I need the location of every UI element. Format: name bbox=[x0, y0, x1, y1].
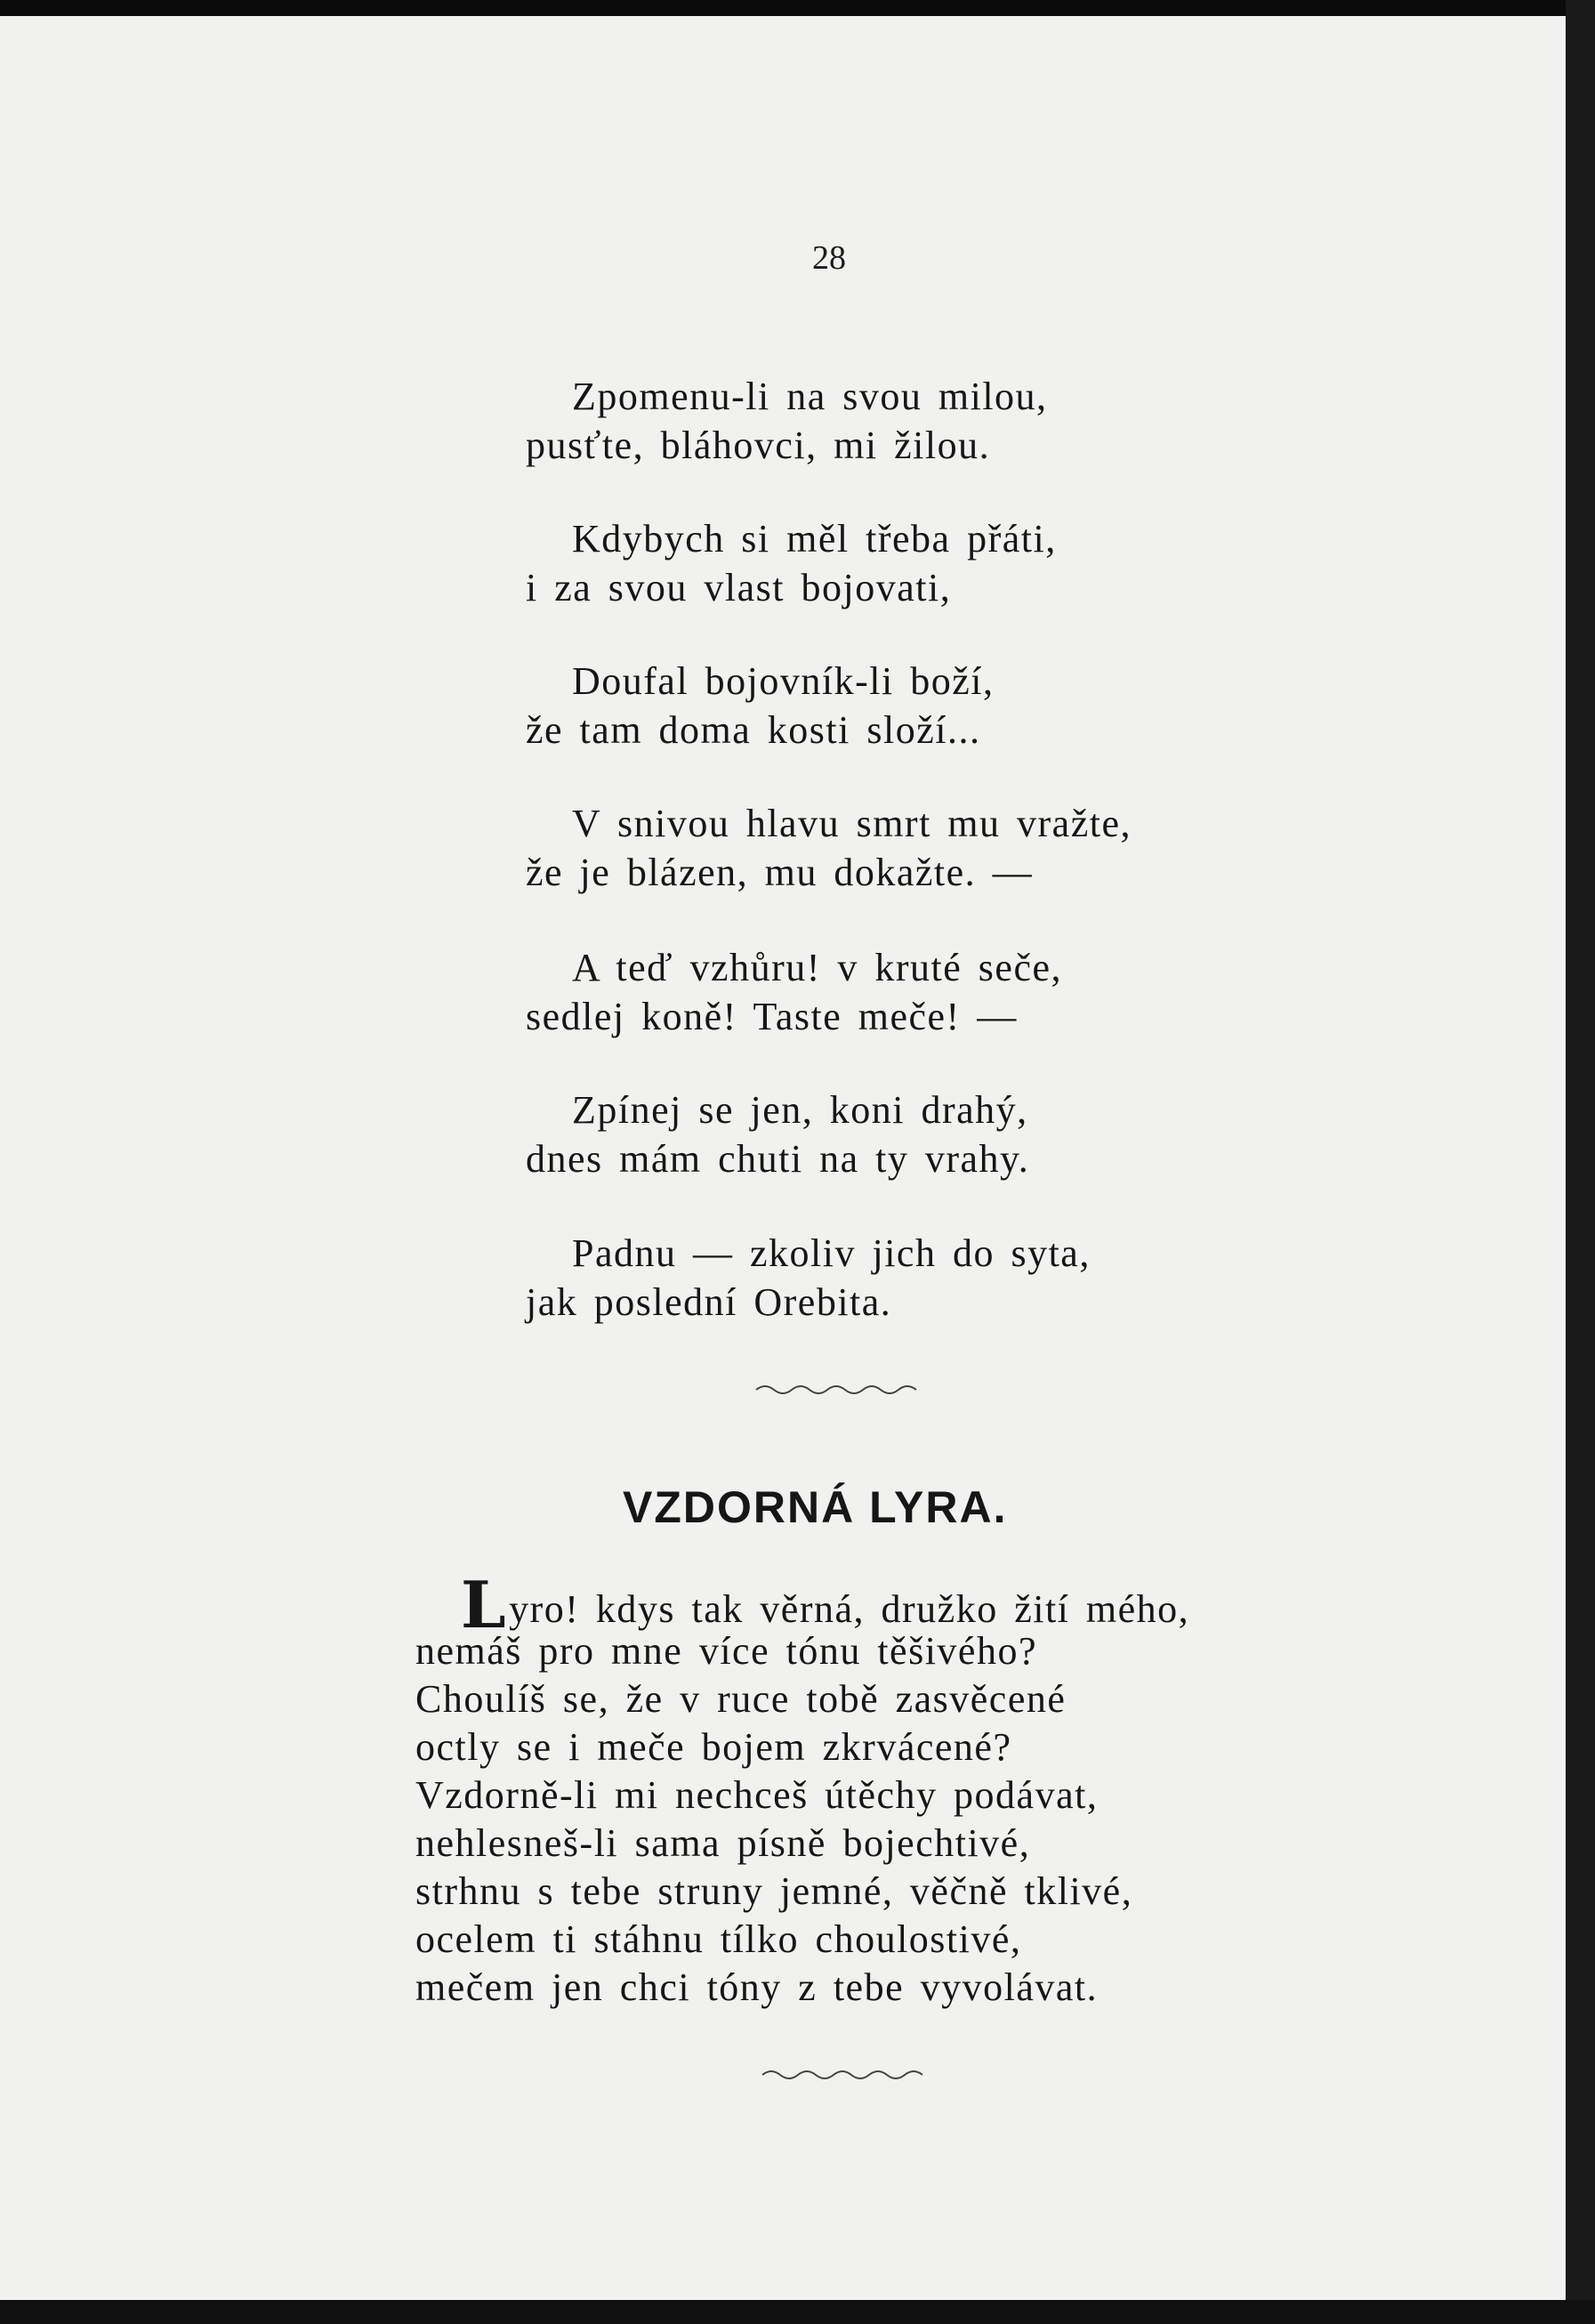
poem-line: A teď vzhůru! v kruté seče, bbox=[572, 946, 1062, 989]
poem-line: Zpomenu-li na svou milou, bbox=[572, 375, 1048, 418]
poem-line: že tam doma kosti složí... bbox=[526, 708, 981, 752]
drop-cap: L bbox=[461, 1567, 508, 1642]
poem-line: dnes mám chuti na ty vrahy. bbox=[526, 1137, 1030, 1181]
poem-line: Padnu — zkoliv jich do syta, bbox=[572, 1231, 1091, 1275]
poem-line: strhnu s tebe struny jemné, věčně tklivé, bbox=[415, 1869, 1133, 1913]
poem-line: yro! kdys tak věrná, družko žití mého, bbox=[509, 1587, 1190, 1631]
poem-title: VZDORNÁ LYRA. bbox=[623, 1482, 1008, 1532]
poem-line: jak poslední Orebita. bbox=[526, 1280, 892, 1324]
poem-line: octly se i meče bojem zkrvácené? bbox=[415, 1725, 1012, 1769]
poem-line: Doufal bojovník-li boží, bbox=[572, 659, 995, 703]
poem-line: i za svou vlast bojovati, bbox=[526, 566, 952, 609]
poem-line: Kdybych si měl třeba přáti, bbox=[572, 517, 1057, 561]
poem-line: Zpínej se jen, koni drahý, bbox=[572, 1088, 1028, 1132]
poem-line: Choulíš se, že v ruce tobě zasvěcené bbox=[415, 1677, 1067, 1721]
page-number: 28 bbox=[812, 239, 846, 277]
wavy-divider bbox=[754, 1381, 923, 1399]
poem-line: pusťte, bláhovci, mi žilou. bbox=[526, 424, 991, 467]
scan-border-right bbox=[1566, 0, 1595, 2324]
poem-line: nehlesneš-li sama písně bojechtivé, bbox=[415, 1821, 1031, 1865]
poem-line: Vzdorně-li mi nechceš útěchy podávat, bbox=[415, 1773, 1099, 1817]
poem-line: sedlej koně! Taste meče! — bbox=[526, 995, 1018, 1038]
poem-line: nemáš pro mne více tónu těšivého? bbox=[415, 1629, 1037, 1673]
scan-border-bottom bbox=[0, 2300, 1595, 2324]
poem-line: mečem jen chci tóny z tebe vyvolávat. bbox=[415, 1965, 1099, 2009]
poem-line: V snivou hlavu smrt mu vražte, bbox=[572, 802, 1132, 845]
wavy-divider bbox=[761, 2066, 930, 2084]
poem-line: ocelem ti stáhnu tílko choulostivé, bbox=[415, 1917, 1022, 1961]
poem-line: že je blázen, mu dokažte. — bbox=[526, 851, 1034, 894]
